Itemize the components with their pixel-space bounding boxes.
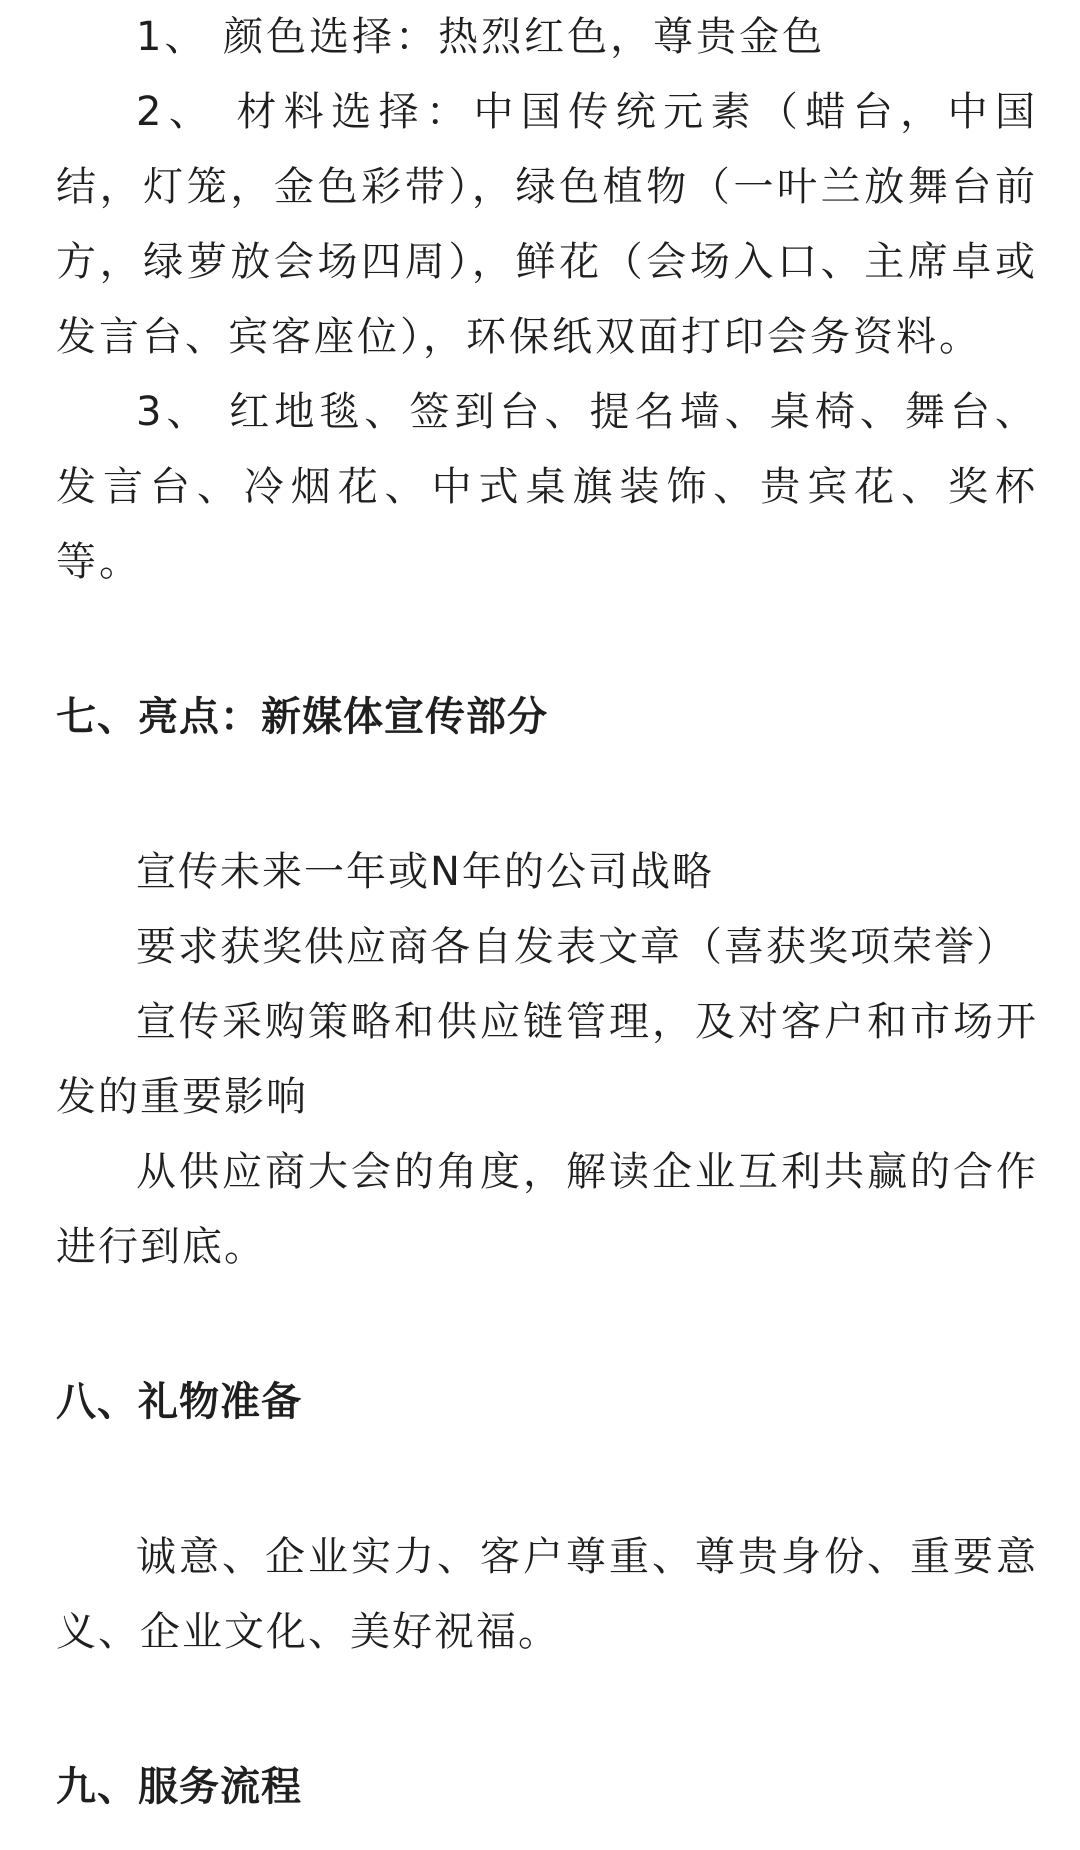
highlights-paragraph-cooperation: 从供应商大会的角度，解读企业互利共赢的合作进行到底。 [56,1149,1038,1270]
highlights-paragraph-procurement: 宣传采购策略和供应链管理，及对客户和市场开发的重要影响 [56,999,1038,1120]
decor-item-color: 1、 颜色选择：热烈红色，尊贵金色 [136,14,826,60]
gifts-paragraph: 诚意、企业实力、客户尊重、尊贵身份、重要意义、企业文化、美好祝福。 [56,1534,1038,1655]
section-gap [56,1670,1038,1750]
section-heading-gifts: 八、礼物准备 [56,1379,302,1425]
section-gap [56,1285,1038,1365]
section-heading-service-process: 九、服务流程 [56,1764,302,1810]
decor-item-equipment: 3、 红地毯、签到台、提名墙、桌椅、舞台、发言台、冷烟花、中式桌旗装饰、贵宾花、奖杯等。 [56,389,1038,585]
section-gap [56,600,1038,680]
highlights-paragraph-articles: 要求获奖供应商各自发表文章（喜获奖项荣誉） [136,924,1018,970]
section-gap [56,755,1038,835]
section-heading-highlights: 七、亮点：新媒体宣传部分 [56,694,548,740]
section-gap [56,1440,1038,1520]
highlights-paragraph-strategy: 宣传未来一年或N年的公司战略 [136,849,714,895]
decor-item-materials: 2、 材料选择：中国传统元素（蜡台，中国结，灯笼，金色彩带），绿色植物（一叶兰放舞台前方，绿萝放会场四周），鲜花（会场入口、主席卓或发言台、宾客座位），环保纸双面打印会务资料。 [56,89,1038,360]
